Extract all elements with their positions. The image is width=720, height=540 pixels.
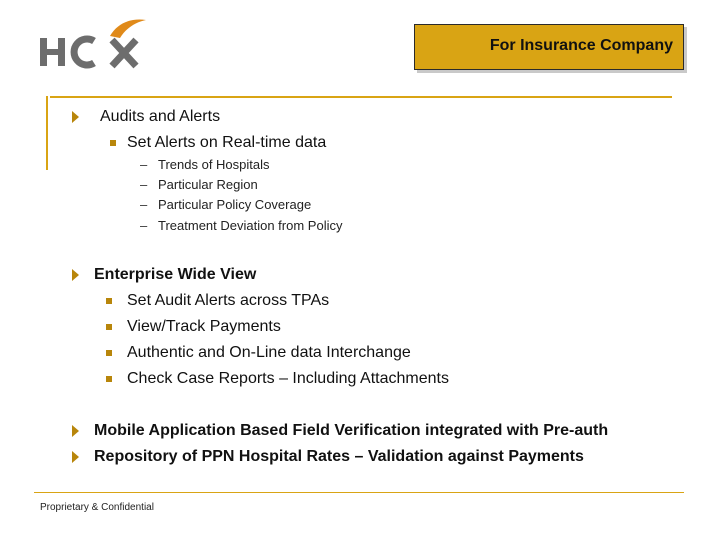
square-bullet-icon xyxy=(110,140,116,146)
list-item: Set Audit Alerts across TPAs xyxy=(127,292,330,309)
section-audits-title: Audits and Alerts xyxy=(100,108,221,125)
list-item: Trends of Hospitals xyxy=(158,157,270,172)
footer-text: Proprietary & Confidential xyxy=(40,502,154,513)
side-accent-line xyxy=(46,96,48,170)
footer-divider xyxy=(34,492,684,493)
square-bullet-icon xyxy=(106,298,112,304)
list-item: View/Track Payments xyxy=(127,318,281,335)
dash-bullet-icon: – xyxy=(140,157,148,172)
arrow-bullet-icon xyxy=(72,111,79,123)
list-item: Check Case Reports – Including Attachments xyxy=(127,370,449,387)
title-banner xyxy=(414,24,684,70)
section-repository-title: Repository of PPN Hospital Rates – Validation against Payments xyxy=(94,448,584,465)
dash-bullet-icon: – xyxy=(140,218,148,233)
square-bullet-icon xyxy=(106,376,112,382)
arrow-bullet-icon xyxy=(72,269,79,281)
banner-title: For Insurance Company xyxy=(489,37,673,54)
arrow-bullet-icon xyxy=(72,425,79,437)
list-item: Particular Region xyxy=(158,177,258,192)
list-item: Particular Policy Coverage xyxy=(158,197,312,212)
arrow-bullet-icon xyxy=(72,451,79,463)
header-divider xyxy=(50,96,672,98)
list-item: Authentic and On-Line data Interchange xyxy=(127,344,411,361)
dash-bullet-icon: – xyxy=(140,197,148,212)
hcx-logo xyxy=(36,14,152,74)
dash-bullet-icon: – xyxy=(140,177,148,192)
section-audits-sub: Set Alerts on Real-time data xyxy=(127,134,327,151)
section-enterprise-title: Enterprise Wide View xyxy=(94,266,257,283)
list-item: Treatment Deviation from Policy xyxy=(158,218,343,233)
square-bullet-icon xyxy=(106,350,112,356)
square-bullet-icon xyxy=(106,324,112,330)
section-mobile-title: Mobile Application Based Field Verification integrated with Pre-auth xyxy=(94,422,609,439)
